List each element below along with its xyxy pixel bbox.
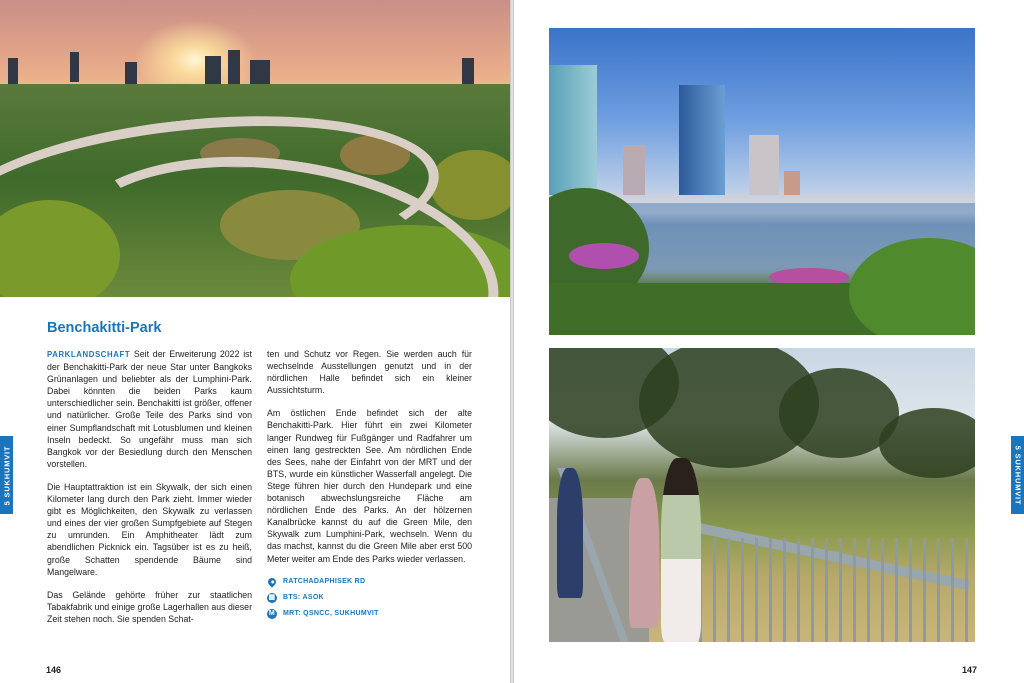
info-bts [267, 592, 472, 604]
left-page [0, 0, 510, 683]
glass-tower [679, 85, 725, 195]
page-number: 147 [962, 665, 978, 675]
info-text: BTS: ASOK [283, 593, 324, 601]
skyline-building [228, 50, 240, 84]
info-text: RATCHADAPHISEK RD [283, 577, 366, 585]
paragraph-text: Seit der Erweiterung 2022 ist der Benchakitti-Park der neue Star unter Bangkoks Grünanlagen und beliebter als der Lumphini-Park. Dabei könnten die beiden Parks kaum unterschiedlicher sein. Benchakitti ist größer, offener und natürlicher. Große Teile des Parks sind von einer Sumpflandschaft mit Lotusblumen und kleinen Inseln bedeckt. So ungefähr muss man sich Bangkok vor der Besiedlung durch den Menschen vorstellen. [47, 349, 252, 469]
skyline-building [70, 52, 79, 82]
person [557, 468, 583, 598]
section-heading: Benchakitti-Park [47, 320, 162, 336]
paragraph: Das Gelände gehörte früher zur staatlichen Tabakfabrik und einige große Lagerhallen aus dieser Zeit stehen noch. Sie spenden Schat- [47, 589, 252, 624]
office-tower [623, 145, 645, 195]
chapter-tab [1011, 436, 1024, 514]
lead-label: PARKLANDSCHAFT [47, 350, 131, 359]
skyline-building [462, 58, 474, 84]
text-column-1 [47, 348, 252, 636]
park-skywalk-photo [549, 348, 975, 642]
railing-bars [699, 538, 975, 642]
paragraph: ten und Schutz vor Regen. Sie werden auch für wechselnde Ausstellungen genutzt und in der nördlichen Halle befindet sich ein kleiner Aussichtsturm. [267, 349, 472, 396]
skyline-building [205, 56, 221, 84]
glass-tower [549, 65, 597, 195]
island-bush [430, 150, 510, 220]
paragraph: Die Hauptattraktion ist ein Skywalk, der sich einen Kilometer lang durch den Park zieht. Immer wieder gibt es Möglichkeiten, den Skywalk zu verlassen und eines der vier großen Sumpfgebiete auf Stegen zu umrunden. Ein Amphitheater lädt zum abendlichen Picknick ein. Tagsüber ist es zu heiß, große Schatten spendende Bäume sind Mangelware. [47, 481, 252, 577]
office-tower [784, 171, 800, 195]
info-list [267, 576, 472, 620]
skyline-building [125, 62, 137, 84]
skywalk-sunset-photo [0, 0, 510, 297]
map-pin-icon [266, 576, 277, 587]
bts-icon: ▦ [267, 593, 277, 603]
paragraph [47, 348, 252, 470]
chapter-tab-label: 5 SUKHUMVIT [2, 445, 12, 505]
info-mrt [267, 608, 472, 620]
paragraph: Am östlichen Ende befindet sich der alte Benchakitti-Park. Hier führt ein zwei Kilometer langer Rundweg für Fußgänger und Radfahrer um einen lang gestreckten See. Am nördlichen Ende des Sees, nahe der Einfahrt von der MRT und der BTS, wurde ein künstlicher Wasserfall angelegt. Die Stege führen hier durch den Hundepark und eine botanisch abwechslungsreiche Fläche am nördlichen Ende des Parks. An der hölzernen Kanalbrücke kannst du auf die Green Mile, den Skywalk zum Lumphini-Park, wechseln. Wenn du das machst, kannst du die Green Mile aber erst 500 Meter weiter am Ende des Parks wieder verlassen. [267, 408, 472, 564]
skyline-building [250, 60, 270, 84]
text-column-2 [267, 348, 472, 624]
page-number: 146 [46, 665, 62, 675]
bougainvillea [569, 243, 639, 269]
mrt-icon: M [267, 609, 277, 619]
office-tower [749, 135, 779, 195]
right-page [514, 0, 1024, 683]
info-address [267, 576, 472, 588]
chapter-tab-label: 5 SUKHUMVIT [1013, 445, 1023, 505]
tree-canopy [879, 408, 975, 478]
person [629, 478, 659, 628]
chapter-tab [0, 436, 13, 514]
info-text: MRT: QSNCC, SUKHUMVIT [283, 609, 379, 617]
lake-skyline-photo [549, 28, 975, 335]
person [661, 458, 701, 642]
